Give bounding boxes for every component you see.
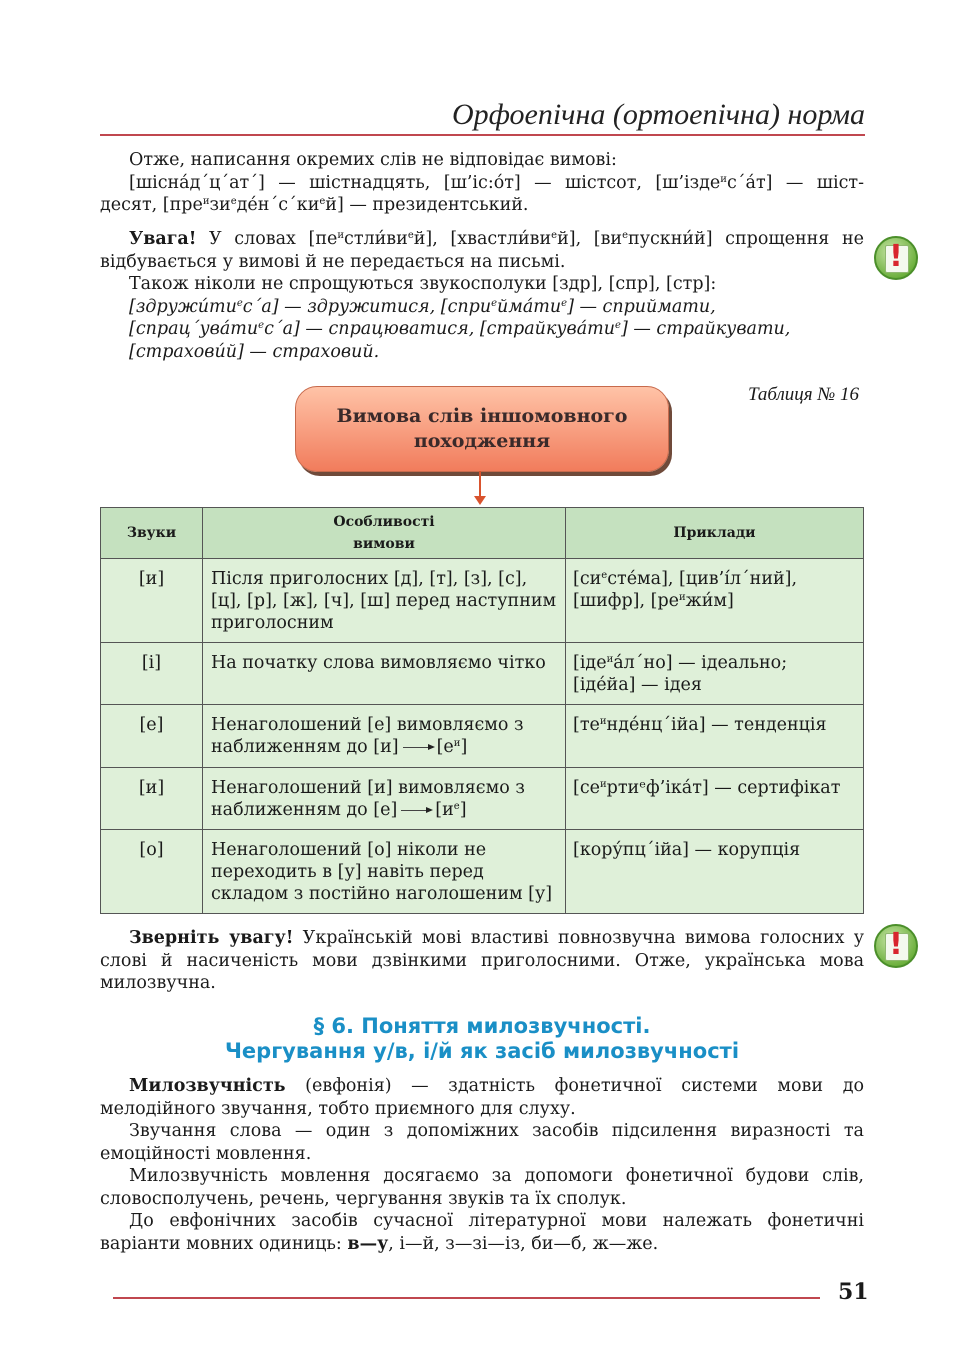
- arrow-head-icon: [474, 496, 486, 505]
- cell-feature: Ненаголошений [е] вимовляємо з наближенням до [и] $[е^и]$: [203, 705, 566, 768]
- table-row: [101, 768, 864, 830]
- footer-rule: [113, 1297, 820, 1299]
- cluster-intro: Також ніколи не спрощуються звукосполуки [здр], [спр], [стр]:: [129, 274, 717, 294]
- cluster-example-1: $[здружи́ти^ес´а]$ — здружитися, $[спри^ейма́ти^е]$ — сприймати,: [129, 296, 716, 317]
- attention-text: Увага! У словах $[пе^истли́ви^ей]$, $[хвастли́ви^ей]$, $[ви^епускни́й]$ спрощення не відбувається у вимові й не передається на письмі.: [100, 229, 864, 272]
- cell-example: $[те^инде́нц´ійа]$ — тенденція: [566, 705, 864, 768]
- header-rule: [100, 134, 865, 136]
- cell-feature: Ненаголошений [и] вимовляємо з наближенням до [е] $[и^е]$: [203, 768, 566, 830]
- arrow-right-icon: [403, 747, 433, 748]
- cell-sound: [о]: [101, 830, 203, 914]
- cell-example: $[си^есте́ма]$, [цив’і́л´ний], [шифр], $[ре^ижи́м]$: [566, 559, 864, 643]
- cluster-example-2: $[спрац´ува́ти^ес´а]$ — спрацюватися, $[страйкува́ти^е]$ — страйкувати,: [129, 319, 791, 339]
- page-number: 51: [838, 1279, 869, 1305]
- p1-line2: [шісна́д´ц´ат´] — шістнадцять, [ш’іс:о́т] — шістсот, [ш’ізде$^и$с´а́т] — шіст- десят, $[пре^изи^еде́н´с´ки^ей]$ — президентський.: [100, 172, 864, 215]
- paragraph-euphony: Милозвучність (евфонія) — здатність фонетичної системи мови до мелодійного звучання, тобто приємного для слуху. Звучання слова — один з допоміжних засобів підсилення виразності та емоційності мовлення. Милозвучність мовлення досягаємо за допомоги фонетичної будови слів, словосполучень, речень, чергування звуків та їх сполук. До евфонічних засобів сучасної літературної мови належать фонетичні варіанти мовних одиниць: в—у, і—й, з—зі—із, би—б, ж—же.: [100, 1076, 864, 1254]
- cell-example: $[се^иртиᵉф’іка́т]$ — сертифікат: [566, 768, 864, 830]
- paragraph-pronunciation-examples: [100, 149, 864, 217]
- cell-sound: [и]: [101, 768, 203, 830]
- cell-sound: [и]: [101, 559, 203, 643]
- table-row: [101, 559, 864, 643]
- cell-example: [іде$^и$а́л´но] — ідеально; [іде́йа] — ідея: [566, 643, 864, 705]
- paragraph-attention: [100, 228, 864, 363]
- p1-line1: Отже, написання окремих слів не відповідає вимові:: [129, 150, 617, 170]
- cell-sound: [е]: [101, 705, 203, 768]
- header-examples: Приклади: [566, 508, 864, 559]
- running-header: Орфоепічна (ортоепічна) норма: [451, 98, 865, 131]
- cell-example: [кору́пц´ійа] — корупція: [566, 830, 864, 914]
- down-arrow-icon: [479, 471, 481, 499]
- pronunciation-table: [100, 507, 864, 914]
- arrow-right-icon: [401, 810, 431, 811]
- table-row: [101, 705, 864, 768]
- header-features: Особливості вимови: [203, 508, 566, 559]
- exclamation-icon: !: [874, 236, 918, 280]
- exclamation-icon: !: [874, 924, 918, 968]
- table-row: [101, 830, 864, 914]
- cell-feature: На початку слова вимовляємо чітко: [203, 643, 566, 705]
- header-sounds: Звуки: [101, 508, 203, 559]
- cell-feature: Після приголосних [д], [т], [з], [с], [ц], [р], [ж], [ч], [ш] перед наступним приголосним: [203, 559, 566, 643]
- cell-sound: [і]: [101, 643, 203, 705]
- table-title: Вимова слів іншомовного походження: [295, 386, 669, 472]
- table-row: [101, 643, 864, 705]
- cell-feature: Ненаголошений [о] ніколи не переходить в [у] навіть перед складом з постійно наголошеним [у]: [203, 830, 566, 914]
- table-header-row: [101, 508, 864, 559]
- section-heading: § 6. Поняття милозвучності. Чергування у/в, і/й як засіб милозвучності: [224, 1014, 740, 1063]
- paragraph-note: Зверніть увагу! Українській мові властиві повнозвучна вимова голосних у слові й насиченість мови дзвінкими приголосними. Отже, українська мова милозвучна.: [100, 928, 864, 993]
- table-caption: Таблиця № 16: [748, 384, 859, 405]
- cluster-example-3: [страхови́й] — страховий.: [129, 341, 380, 362]
